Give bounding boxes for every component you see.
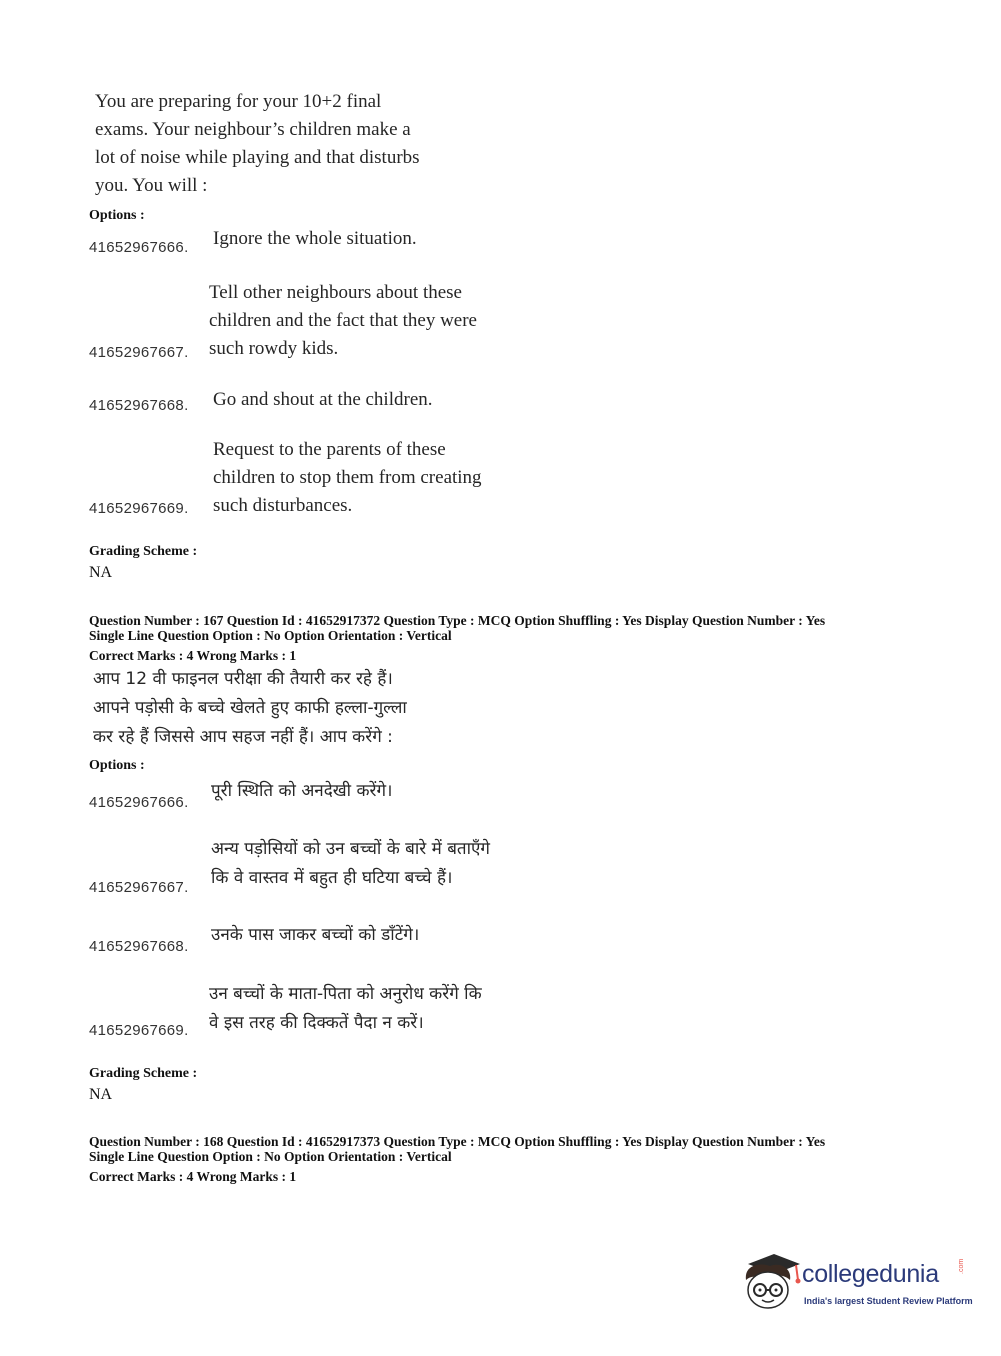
option-text[interactable] (211, 835, 490, 893)
option-text[interactable] (209, 980, 482, 1038)
question-meta-line: Single Line Question Option : No Option Orientation : Vertical (89, 1149, 452, 1164)
option-id: 41652967666. (89, 794, 189, 811)
logo-suffix: .com (958, 1258, 965, 1274)
option-text-line: पूरी स्थिति को अनदेखी करेंगे। (211, 781, 393, 801)
option-text-line: Go and shout at the children. (213, 389, 433, 410)
option-text[interactable] (213, 436, 482, 520)
option-text-line: such disturbances. (213, 495, 353, 516)
option-text-line: Request to the parents of these (213, 439, 446, 460)
grading-scheme-label: Grading Scheme : (89, 1066, 198, 1081)
student-mascot-icon (740, 1250, 802, 1312)
grading-scheme-label: Grading Scheme : (89, 544, 198, 559)
options-label: Options : (89, 758, 145, 773)
option-text-line: वे इस तरह की दिक्कतें पैदा न करें। (209, 1013, 424, 1033)
option-text-line: Ignore the whole situation. (213, 228, 417, 249)
option-text[interactable] (213, 386, 433, 414)
option-id: 41652967667. (89, 344, 189, 361)
logo-tagline: India's largest Student Review Platform (804, 1296, 973, 1306)
logo-wordmark: collegedunia (802, 1260, 939, 1288)
question-167-marks: Correct Marks : 4 Wrong Marks : 1 (89, 648, 297, 663)
option-text-line: उनके पास जाकर बच्चों को डाँटेंगे। (211, 925, 420, 945)
question-meta-line: Question Number : 168 Question Id : 41652917373 Question Type : MCQ Option Shuffling : Yes Display Question Number : Yes (89, 1134, 826, 1149)
option-text[interactable] (209, 279, 477, 363)
option-text-line: अन्य पड़ोसियों को उन बच्चों के बारे में बताएँगे (211, 839, 490, 859)
option-id: 41652967669. (89, 500, 189, 517)
option-text-line: children and the fact that they were (209, 310, 477, 331)
question-text-line: exams. Your neighbour’s children make a (95, 119, 411, 140)
question-167-meta (89, 613, 825, 643)
option-text-line: children to stop them from creating (213, 467, 482, 488)
option-text-line: such rowdy kids. (209, 338, 339, 359)
grading-scheme-value: NA (89, 1086, 113, 1103)
option-id: 41652967667. (89, 879, 189, 896)
question-166-text (95, 88, 455, 200)
option-id: 41652967669. (89, 1022, 189, 1039)
question-text-line: आपने पड़ोसी के बच्चे खेलते हुए काफी हल्ला-गुल्ला (93, 698, 407, 718)
option-text-line: उन बच्चों के माता-पिता को अनुरोध करेंगे कि (209, 984, 482, 1004)
question-text-line: आप 12 वी फाइनल परीक्षा की तैयारी कर रहे हैं। (93, 669, 393, 689)
question-168-marks: Correct Marks : 4 Wrong Marks : 1 (89, 1169, 297, 1184)
question-167-text (93, 665, 493, 752)
question-text-line: You are preparing for your 10+2 final (95, 91, 382, 112)
grading-scheme-value: NA (89, 564, 113, 581)
option-id: 41652967666. (89, 239, 189, 256)
question-text-line: कर रहे हैं जिससे आप सहज नहीं हैं। आप करेंगे : (93, 727, 393, 747)
question-text-line: lot of noise while playing and that disturbs (95, 147, 420, 168)
option-text[interactable] (213, 225, 417, 253)
option-id: 41652967668. (89, 397, 189, 414)
options-label: Options : (89, 208, 145, 223)
option-text[interactable] (211, 777, 393, 806)
question-text-line: you. You will : (95, 175, 208, 196)
question-meta-line: Single Line Question Option : No Option Orientation : Vertical (89, 628, 452, 643)
collegedunia-logo (740, 1250, 973, 1314)
option-text-line: Tell other neighbours about these (209, 282, 462, 303)
option-id: 41652967668. (89, 938, 189, 955)
question-meta-line: Question Number : 167 Question Id : 41652917372 Question Type : MCQ Option Shuffling : Yes Display Question Number : Yes (89, 613, 826, 628)
option-text[interactable] (211, 921, 419, 950)
question-168-meta (89, 1134, 825, 1164)
option-text-line: कि वे वास्तव में बहुत ही घटिया बच्चे हैं। (211, 868, 453, 888)
